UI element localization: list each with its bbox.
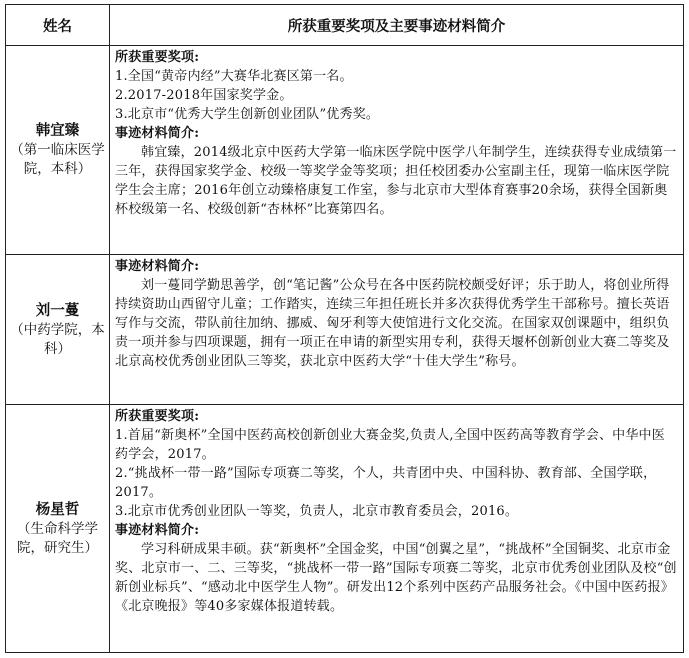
header-description: 所获重要奖项及主要事迹材料简介 (110, 5, 684, 46)
award-item: 2.2017-2018年国家奖学金。 (115, 88, 293, 103)
description-cell (110, 46, 684, 255)
person-affiliation: （生命科学学院，研究生） (17, 520, 98, 556)
table-row (6, 255, 684, 405)
person-name: 刘一蔓 (35, 301, 80, 319)
deeds-heading: 事迹材料简介: (115, 523, 200, 538)
person-affiliation: （中药学院，本科） (10, 321, 105, 357)
award-item: 3.北京市优秀创业团队一等奖，负责人，北京市教育委员会，2016。 (115, 504, 519, 519)
description-cell (110, 255, 684, 405)
award-table (5, 4, 684, 653)
header-row (6, 5, 684, 46)
award-item: 1.全国“黄帝内经”大赛华北赛区第一名。 (115, 69, 353, 84)
deeds-heading: 事迹材料简介: (115, 126, 200, 141)
name-cell (6, 46, 110, 255)
awards-heading: 所获重要奖项: (115, 50, 200, 65)
deeds-text: 韩宜臻，2014级北京中医药大学第一临床医学院中医学八年制学生，连续获得专业成绩第一三年，获得国家奖学金、校级一等奖学金等奖项；担任校团委办公室副主任，现第一临床医学院学生会主席；2016年创立动臻格康复工作室，参与北京市大型体育赛事20余场，获得全国新奥杯校级第一名、校级创新“杏林杯”比赛第四名。 (115, 145, 677, 217)
name-cell (6, 405, 110, 653)
deeds-heading: 事迹材料简介: (115, 259, 200, 274)
table-row (6, 405, 684, 653)
person-name: 韩宜臻 (35, 122, 80, 139)
awards-heading: 所获重要奖项: (115, 409, 200, 424)
person-name: 杨星哲 (35, 500, 80, 518)
award-item: 3.北京市“优秀大学生创新创业团队”优秀奖。 (115, 107, 380, 122)
award-item: 2.“挑战杯一带一路”国际专项赛二等奖，个人，共青团中央、中国科协、教育部、全国学联，2017。 (115, 466, 657, 500)
person-affiliation: （第一临床医学院，本科） (10, 142, 105, 177)
deeds-text: 刘一蔓同学勤思善学，创“笔记酱”公众号在各中医药院校颇受好评；乐于助人，将创业所得持续资助山西留守儿童；工作踏实，连续三年担任班长并多次获得优秀学生干部称号。擅长英语写作与交流，带队前往加纳、挪威、匈牙利等大使馆进行文化交流。在国家双创课题中，组织负责一项并参与四项课题，拥有一项正在申请的新型实用专利，获得天堰杯创新创业大赛二等奖及北京高校优秀创业团队三等奖，获北京中医药大学“十佳大学生”称号。 (115, 278, 670, 369)
deeds-text: 学习科研成果丰硕。获“新奥杯”全国金奖，中国“创翼之星”，“挑战杯”全国铜奖、北京市金奖、北京市一、二、三等奖，“挑战杯一带一路”国际专项赛二等奖，北京市优秀创业团队及校“创新创业标兵”、“感动北中医学生人物”。研发出12个系列中医药产品服务社会。《中国中医药报》《北京晚报》等40多家媒体报道转载。 (115, 542, 677, 614)
award-item: 1.首届“新奥杯”全国中医药高校创新创业大赛金奖,负责人,全国中医药高等教育学会、中华中医药学会，2017。 (115, 428, 665, 462)
table-row (6, 46, 684, 255)
name-cell (6, 255, 110, 405)
header-name: 姓名 (6, 5, 110, 46)
description-cell (110, 405, 684, 653)
